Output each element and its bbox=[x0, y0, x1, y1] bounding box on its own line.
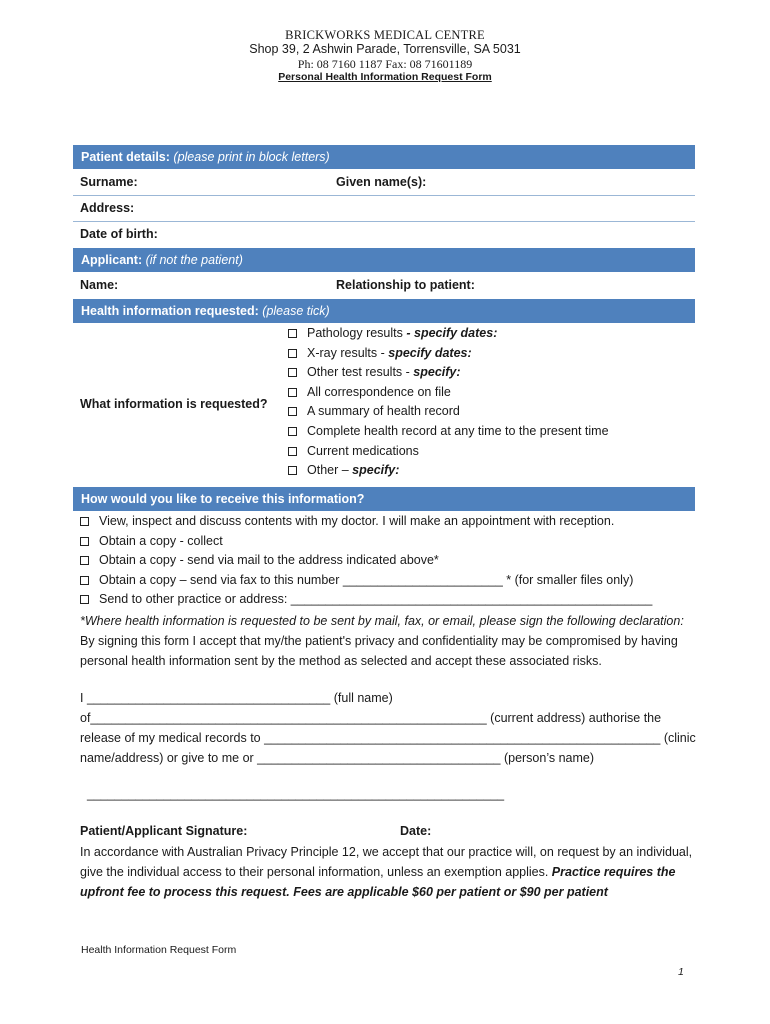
footer-label: Health Information Request Form bbox=[81, 944, 237, 956]
surname-label: Surname: bbox=[80, 175, 138, 189]
applicant-name-label: Name: bbox=[80, 278, 119, 292]
health-info-header bbox=[73, 299, 695, 323]
health-info-heading: Health information requested: bbox=[81, 304, 259, 318]
page-number: 1 bbox=[678, 966, 684, 978]
receive-options bbox=[80, 514, 652, 612]
health-option-medications[interactable]: Current medications bbox=[288, 444, 609, 464]
full-name-line: I ___________________________________ (full name) bbox=[80, 691, 393, 705]
patient-details-note: (please print in block letters) bbox=[173, 150, 330, 164]
checkbox-icon[interactable] bbox=[288, 427, 297, 436]
address-label: Address: bbox=[80, 201, 135, 215]
receive-option-mail[interactable]: Obtain a copy - send via mail to the address indicated above* bbox=[80, 553, 652, 573]
receive-header bbox=[73, 487, 695, 511]
current-address-line: of_________________________________________________________ (current address) authorise the bbox=[80, 711, 662, 725]
receive-heading: How would you like to receive this information? bbox=[81, 492, 365, 506]
divider bbox=[73, 221, 695, 222]
divider bbox=[73, 195, 695, 196]
declaration-text: By signing this form I accept that my/the patient's privacy and confidentiality may be compromised by having personal health information sent by the method as selected and accept these associated risks. bbox=[80, 633, 678, 668]
health-option-correspondence[interactable]: All correspondence on file bbox=[288, 385, 609, 405]
applicant-header bbox=[73, 248, 695, 272]
date-label: Date: bbox=[400, 824, 432, 838]
privacy-paragraph bbox=[80, 843, 700, 902]
checkbox-icon[interactable] bbox=[80, 537, 89, 546]
health-option-other-tests[interactable]: Other test results - specify: bbox=[288, 365, 609, 385]
checkbox-icon[interactable] bbox=[80, 517, 89, 526]
signature-label: Patient/Applicant Signature: bbox=[80, 824, 248, 838]
checkbox-icon[interactable] bbox=[288, 447, 297, 456]
receive-option-view[interactable]: View, inspect and discuss contents with my doctor. I will make an appointment with reception. bbox=[80, 514, 652, 534]
receive-option-fax[interactable]: Obtain a copy – send via fax to this number _______________________ * (for smaller files only) bbox=[80, 573, 652, 593]
checkbox-icon[interactable] bbox=[80, 556, 89, 565]
receive-option-collect[interactable]: Obtain a copy - collect bbox=[80, 534, 652, 554]
information-question: What information is requested? bbox=[80, 397, 268, 411]
health-info-options bbox=[288, 326, 609, 483]
person-name-line: name/address) or give to me or ___________________________________ (person’s name) bbox=[80, 751, 595, 765]
health-option-other[interactable]: Other – specify: bbox=[288, 463, 609, 483]
checkbox-icon[interactable] bbox=[288, 466, 297, 475]
privacy-text: In accordance with Australian Privacy Principle 12, we accept that our practice will, on request by an individual, give the individual access to their personal information, unless an exemption applies. bbox=[80, 845, 693, 879]
clinic-address: Shop 39, 2 Ashwin Parade, Torrensville, SA 5031 bbox=[249, 42, 521, 56]
checkbox-icon[interactable] bbox=[288, 368, 297, 377]
health-option-complete-record[interactable]: Complete health record at any time to the present time bbox=[288, 424, 609, 444]
checkbox-icon[interactable] bbox=[288, 349, 297, 358]
form-title: Personal Health Information Request Form bbox=[278, 71, 492, 83]
checkbox-icon[interactable] bbox=[80, 576, 89, 585]
privacy-fee-text: Practice requires the upfront fee to process this request. Fees are applicable $60 per patient or $90 per patient bbox=[80, 864, 676, 899]
dob-label: Date of birth: bbox=[80, 227, 158, 241]
receive-option-other-practice[interactable]: Send to other practice or address: ____________________________________________________ bbox=[80, 592, 652, 612]
declaration-paragraph bbox=[80, 612, 700, 671]
given-name-label: Given name(s): bbox=[336, 175, 427, 189]
applicant-heading: Applicant: bbox=[81, 253, 143, 267]
checkbox-icon[interactable] bbox=[288, 407, 297, 416]
checkbox-icon[interactable] bbox=[288, 329, 297, 338]
release-records-line: release of my medical records to _________________________________________________________ (clinic bbox=[80, 731, 696, 745]
patient-details-heading: Patient details: bbox=[81, 150, 170, 164]
health-option-xray[interactable]: X-ray results - specify dates: bbox=[288, 346, 609, 366]
signature-line: ____________________________________________________________ bbox=[87, 787, 505, 801]
health-option-pathology[interactable]: Pathology results - specify dates: bbox=[288, 326, 609, 346]
health-option-summary[interactable]: A summary of health record bbox=[288, 404, 609, 424]
checkbox-icon[interactable] bbox=[80, 595, 89, 604]
relationship-label: Relationship to patient: bbox=[336, 278, 475, 292]
clinic-contact: Ph: 08 7160 1187 Fax: 08 71601189 bbox=[297, 57, 473, 71]
checkbox-icon[interactable] bbox=[288, 388, 297, 397]
health-info-note: (please tick) bbox=[262, 304, 330, 318]
declaration-italic: *Where health information is requested to be sent by mail, fax, or email, please sign the following declaration: bbox=[80, 614, 684, 628]
clinic-name: BRICKWORKS MEDICAL CENTRE bbox=[285, 28, 485, 42]
patient-details-header bbox=[73, 145, 695, 169]
applicant-note: (if not the patient) bbox=[145, 253, 243, 267]
